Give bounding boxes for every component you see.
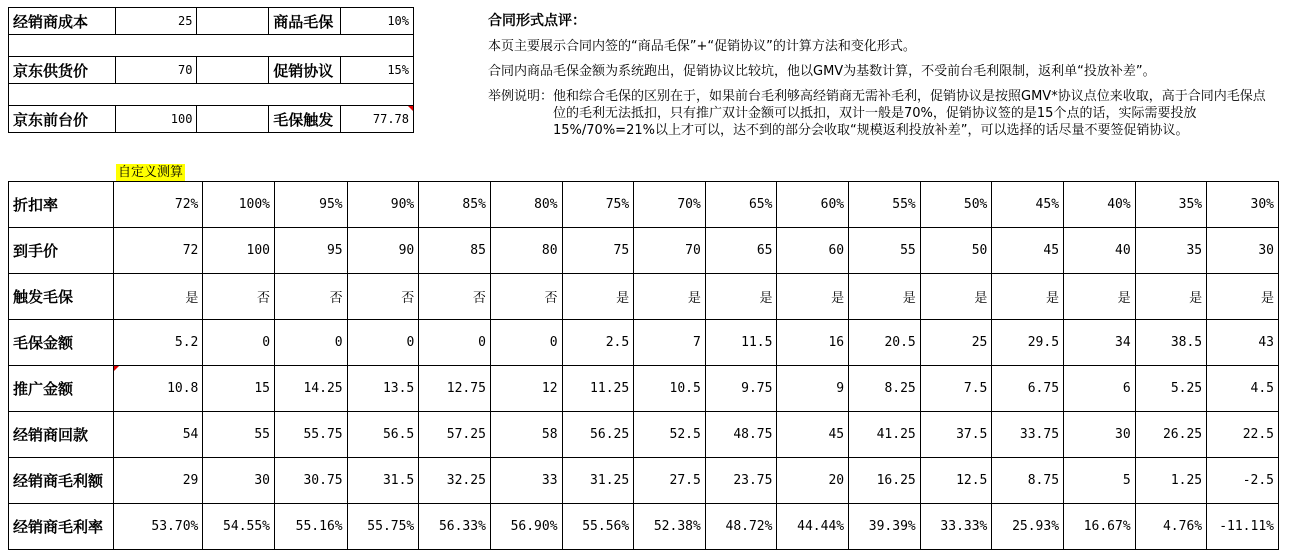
table-cell[interactable]: 33.33% xyxy=(920,504,992,550)
table-cell[interactable]: 35% xyxy=(1135,182,1206,228)
table-cell[interactable]: 6 xyxy=(1064,366,1136,412)
table-cell[interactable]: 25.93% xyxy=(992,504,1064,550)
table-cell[interactable]: 85 xyxy=(419,228,491,274)
table-cell[interactable]: 90 xyxy=(347,228,419,274)
table-cell[interactable]: 70% xyxy=(634,182,706,228)
example-text: 他和综合毛保的区别在于，如果前台毛利够高经销商无需补毛利，促销协议是按照GMV*协议点位来收取，高于合同内毛保点位的毛利无法抵扣，只有推广双计金额可以抵扣，双计一般是70%，促销协议签的是15个点的话，实际需要投放15%/70%=21%以上才可以，达不到的部分会收取“规模返利投放补差”，可以选择的话尽量不要签促销协议。 xyxy=(553,89,1266,138)
table-cell[interactable]: 27.5 xyxy=(634,458,706,504)
table-cell[interactable]: 1.25 xyxy=(1135,458,1206,504)
table-cell[interactable]: 是 xyxy=(920,274,992,320)
table-cell[interactable]: 55.16% xyxy=(275,504,348,550)
table-cell[interactable]: 是 xyxy=(562,274,634,320)
table-cell[interactable]: 12.75 xyxy=(419,366,491,412)
table-cell[interactable]: 11.5 xyxy=(705,320,777,366)
table-cell[interactable]: 20 xyxy=(777,458,849,504)
table-cell[interactable]: 100 xyxy=(203,228,275,274)
table-cell[interactable]: 75 xyxy=(562,228,634,274)
table-cell[interactable]: 12.5 xyxy=(920,458,992,504)
table-cell[interactable]: 13.5 xyxy=(347,366,419,412)
table-cell[interactable]: 56.25 xyxy=(562,412,634,458)
table-cell[interactable]: 55.75% xyxy=(347,504,419,550)
table-cell[interactable]: 0 xyxy=(347,320,419,366)
table-cell[interactable]: 37.5 xyxy=(920,412,992,458)
table-cell[interactable]: 40 xyxy=(1064,228,1136,274)
table-cell[interactable]: 0 xyxy=(419,320,491,366)
table-cell[interactable]: 是 xyxy=(777,274,849,320)
table-cell[interactable]: 55.56% xyxy=(562,504,634,550)
table-cell[interactable]: 90% xyxy=(347,182,419,228)
table-cell[interactable]: 是 xyxy=(1207,274,1279,320)
row-label: 触发毛保 xyxy=(9,274,114,320)
table-cell[interactable]: 45 xyxy=(992,228,1064,274)
table-cell[interactable]: 16 xyxy=(777,320,849,366)
table-cell[interactable]: 0 xyxy=(203,320,275,366)
table-cell[interactable]: 9.75 xyxy=(705,366,777,412)
row-label: 折扣率 xyxy=(9,182,114,228)
table-cell[interactable]: 8.75 xyxy=(992,458,1064,504)
table-cell[interactable]: 9 xyxy=(777,366,849,412)
table-cell[interactable]: 是 xyxy=(1064,274,1136,320)
table-cell[interactable]: 50% xyxy=(920,182,992,228)
promo-value[interactable]: 15% xyxy=(341,57,414,84)
row-label: 推广金额 xyxy=(9,366,114,412)
table-cell[interactable]: 5 xyxy=(1064,458,1136,504)
table-cell[interactable]: 53.70% xyxy=(114,504,203,550)
table-cell[interactable]: 否 xyxy=(203,274,275,320)
table-cell[interactable]: 31.25 xyxy=(562,458,634,504)
table-cell[interactable]: 56.5 xyxy=(347,412,419,458)
table-cell[interactable]: 0 xyxy=(275,320,348,366)
table-cell[interactable]: 55 xyxy=(203,412,275,458)
table-cell[interactable]: 33 xyxy=(490,458,562,504)
comment-title: 合同形式点评： xyxy=(488,13,586,29)
table-cell[interactable]: 45 xyxy=(777,412,849,458)
table-cell[interactable]: 38.5 xyxy=(1135,320,1206,366)
table-cell[interactable]: 16.25 xyxy=(849,458,921,504)
table-cell[interactable]: 20.5 xyxy=(849,320,921,366)
table-cell[interactable]: 43 xyxy=(1207,320,1279,366)
table-cell[interactable]: 7.5 xyxy=(920,366,992,412)
table-cell[interactable]: 12 xyxy=(490,366,562,412)
table-cell[interactable]: 32.25 xyxy=(419,458,491,504)
table-row xyxy=(9,412,1279,458)
table-cell[interactable]: 是 xyxy=(705,274,777,320)
table-cell[interactable]: 31.5 xyxy=(347,458,419,504)
row-label: 毛保金额 xyxy=(9,320,114,366)
table-cell[interactable]: -2.5 xyxy=(1207,458,1279,504)
table-cell[interactable]: 56.33% xyxy=(419,504,491,550)
table-cell[interactable]: 39.39% xyxy=(849,504,921,550)
margin-label: 商品毛保 xyxy=(269,8,341,35)
table-cell[interactable]: 是 xyxy=(114,274,203,320)
row-label: 到手价 xyxy=(9,228,114,274)
spacer-row xyxy=(9,84,414,106)
table-cell[interactable]: -11.11% xyxy=(1207,504,1279,550)
table-cell[interactable]: 57.25 xyxy=(419,412,491,458)
table-cell[interactable]: 34 xyxy=(1064,320,1136,366)
trigger-value[interactable]: 77.78 xyxy=(341,106,414,133)
table-cell[interactable]: 0 xyxy=(490,320,562,366)
table-cell[interactable]: 11.25 xyxy=(562,366,634,412)
front-value[interactable]: 100 xyxy=(115,106,197,133)
table-cell[interactable]: 4.76% xyxy=(1135,504,1206,550)
table-row xyxy=(9,504,1279,550)
calculation-table xyxy=(8,181,1279,550)
table-cell[interactable]: 26.25 xyxy=(1135,412,1206,458)
table-cell[interactable]: 55 xyxy=(849,228,921,274)
table-cell[interactable]: 23.75 xyxy=(705,458,777,504)
empty-cell[interactable] xyxy=(197,57,269,84)
table-cell[interactable]: 5.2 xyxy=(114,320,203,366)
table-cell[interactable]: 是 xyxy=(992,274,1064,320)
table-cell[interactable]: 75% xyxy=(562,182,634,228)
table-cell[interactable]: 65% xyxy=(705,182,777,228)
empty-cell[interactable] xyxy=(197,8,269,35)
table-cell[interactable]: 56.90% xyxy=(490,504,562,550)
calculation-table-body xyxy=(9,182,1279,550)
table-cell[interactable]: 2.5 xyxy=(562,320,634,366)
supply-label: 京东供货价 xyxy=(9,57,116,84)
table-cell[interactable]: 44.44% xyxy=(777,504,849,550)
table-cell[interactable]: 50 xyxy=(920,228,992,274)
table-cell[interactable]: 30 xyxy=(203,458,275,504)
row-label: 经销商毛利额 xyxy=(9,458,114,504)
table-cell[interactable]: 95 xyxy=(275,228,348,274)
table-cell[interactable]: 52.5 xyxy=(634,412,706,458)
table-cell[interactable]: 30.75 xyxy=(275,458,348,504)
cost-value[interactable]: 25 xyxy=(115,8,197,35)
table-cell[interactable]: 7 xyxy=(634,320,706,366)
table-row xyxy=(9,228,1279,274)
table-row xyxy=(9,182,1279,228)
supply-value[interactable]: 70 xyxy=(115,57,197,84)
table-cell[interactable]: 60% xyxy=(777,182,849,228)
table-cell[interactable]: 30 xyxy=(1064,412,1136,458)
table-cell[interactable]: 否 xyxy=(419,274,491,320)
table-row xyxy=(9,458,1279,504)
example-key: 举例说明： xyxy=(488,89,554,104)
table-cell[interactable]: 10.5 xyxy=(634,366,706,412)
table-cell[interactable]: 55.75 xyxy=(275,412,348,458)
contract-comment xyxy=(488,13,1273,139)
table-cell[interactable]: 8.25 xyxy=(849,366,921,412)
table-cell[interactable]: 54 xyxy=(114,412,203,458)
row-label: 经销商回款 xyxy=(9,412,114,458)
table-cell[interactable]: 100% xyxy=(203,182,275,228)
table-cell[interactable]: 是 xyxy=(634,274,706,320)
table-cell[interactable]: 72 xyxy=(114,228,203,274)
front-label: 京东前台价 xyxy=(9,106,116,133)
table-cell[interactable]: 40% xyxy=(1064,182,1136,228)
table-cell[interactable]: 否 xyxy=(490,274,562,320)
table-cell[interactable]: 41.25 xyxy=(849,412,921,458)
table-cell[interactable]: 65 xyxy=(705,228,777,274)
cost-label: 经销商成本 xyxy=(9,8,116,35)
table-cell[interactable]: 72% xyxy=(114,182,203,228)
table-cell[interactable]: 48.72% xyxy=(705,504,777,550)
table-cell[interactable]: 25 xyxy=(920,320,992,366)
table-cell[interactable]: 29.5 xyxy=(992,320,1064,366)
table-cell[interactable]: 52.38% xyxy=(634,504,706,550)
table-cell[interactable]: 10.8 xyxy=(114,366,203,412)
table-cell[interactable]: 55% xyxy=(849,182,921,228)
spacer-row xyxy=(9,35,414,57)
table-cell[interactable]: 4.5 xyxy=(1207,366,1279,412)
table-cell[interactable]: 15 xyxy=(203,366,275,412)
table-cell[interactable]: 35 xyxy=(1135,228,1206,274)
promo-label: 促销协议 xyxy=(269,57,341,84)
parameter-table xyxy=(8,7,414,133)
table-cell[interactable]: 30% xyxy=(1207,182,1279,228)
margin-value[interactable]: 10% xyxy=(341,8,414,35)
table-cell[interactable]: 否 xyxy=(347,274,419,320)
table-cell[interactable]: 33.75 xyxy=(992,412,1064,458)
table-cell[interactable]: 80% xyxy=(490,182,562,228)
table-cell[interactable]: 70 xyxy=(634,228,706,274)
comment-line-2: 合同内商品毛保金额为系统跑出，促销协议比较坑，他以GMV为基数计算，不受前台毛利限制，返利单“投放补差”。 xyxy=(488,64,1156,79)
table-cell[interactable]: 否 xyxy=(275,274,348,320)
table-cell[interactable]: 5.25 xyxy=(1135,366,1206,412)
table-cell[interactable]: 95% xyxy=(275,182,348,228)
table-cell[interactable]: 是 xyxy=(1135,274,1206,320)
table-row xyxy=(9,274,1279,320)
row-label: 经销商毛利率 xyxy=(9,504,114,550)
table-cell[interactable]: 48.75 xyxy=(705,412,777,458)
table-cell[interactable]: 22.5 xyxy=(1207,412,1279,458)
table-cell[interactable]: 85% xyxy=(419,182,491,228)
custom-calc-tag: 自定义测算 xyxy=(118,165,184,180)
table-cell[interactable]: 45% xyxy=(992,182,1064,228)
table-cell[interactable]: 16.67% xyxy=(1064,504,1136,550)
table-cell[interactable]: 30 xyxy=(1207,228,1279,274)
table-cell[interactable]: 14.25 xyxy=(275,366,348,412)
table-row xyxy=(9,320,1279,366)
table-cell[interactable]: 58 xyxy=(490,412,562,458)
table-cell[interactable]: 是 xyxy=(849,274,921,320)
comment-line-1: 本页主要展示合同内签的“商品毛保”+“促销协议”的计算方法和变化形式。 xyxy=(488,39,916,54)
table-cell[interactable]: 29 xyxy=(114,458,203,504)
table-row xyxy=(9,366,1279,412)
trigger-label: 毛保触发 xyxy=(269,106,341,133)
table-cell[interactable]: 6.75 xyxy=(992,366,1064,412)
table-cell[interactable]: 80 xyxy=(490,228,562,274)
comment-example xyxy=(488,88,1273,139)
table-cell[interactable]: 54.55% xyxy=(203,504,275,550)
table-cell[interactable]: 60 xyxy=(777,228,849,274)
empty-cell[interactable] xyxy=(197,106,269,133)
